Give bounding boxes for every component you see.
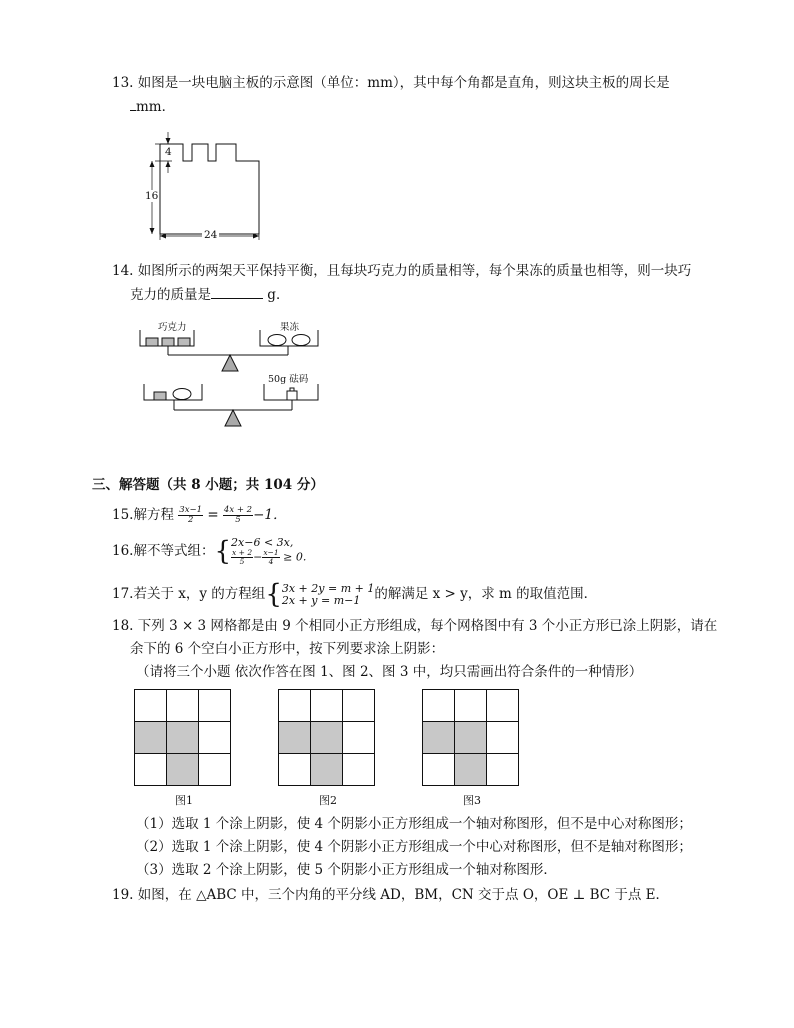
q18-sub-1: （1）选取 1 个涂上阴影，使 4 个阴影小正方形组成一个轴对称图形，但不是中心对称图形； [136, 816, 692, 832]
q14-line2 [130, 286, 289, 304]
q16-pre: 解不等式组： [133, 543, 215, 559]
q17-eq-1: 3x + 2y = m + 1 [281, 581, 375, 595]
q13-label-4: 4 [165, 146, 172, 158]
q14-unit: g． [267, 287, 290, 303]
q18-grid-1[interactable] [134, 689, 231, 786]
q16-number: 16. [112, 543, 134, 559]
q15-fraction-1: $\frac{3x-1}{2}$ [179, 505, 203, 525]
q15-fraction-2: $\frac{4x + 2}{5}$ [223, 505, 253, 525]
q19-number: 19. [112, 887, 134, 903]
q13-label-24: 24 [204, 229, 218, 241]
q14-number: 14. [112, 263, 134, 279]
q18-number: 18. [112, 618, 134, 634]
section-3-title: 三、解答题（共 8 小题；共 104 分） [92, 477, 324, 493]
q17-post: 的解满足 x > y，求 m 的取值范围． [374, 586, 598, 602]
q17-pre: 若关于 x，y 的方程组 [133, 586, 266, 602]
q17-number: 17. [112, 586, 134, 602]
q15-equals: = [207, 507, 219, 523]
q18-sub-2: （2）选取 1 个涂上阴影，使 4 个阴影小正方形组成一个中心对称图形，但不是轴对称图形； [136, 839, 692, 855]
jelly-3 [173, 389, 191, 400]
q17-eq-2: 2x + y = m−1 [281, 593, 361, 607]
q16-system [231, 537, 306, 566]
q15-line [112, 503, 286, 527]
q18-text-1: 下列 3 × 3 网格都是由 9 个相同小正方形组成，每个网格图中有 3 个小正方形已涂上阴影，请在 [137, 618, 718, 634]
q13-label-16: 16 [145, 190, 159, 202]
q15-pre: 解方程 [133, 507, 174, 523]
q18-grid-2[interactable] [278, 689, 375, 786]
q14-label-jelly: 果冻 [280, 322, 300, 333]
q14-label-weight: 50g 砝码 [268, 374, 309, 385]
q14-text-1: 如图所示的两架天平保持平衡，且每块巧克力的质量相等，每个果冻的质量也相等，则一块巧 [137, 263, 692, 279]
q15-number: 15. [112, 507, 134, 523]
chocolate-1 [146, 338, 158, 346]
q18-caption-2: 图2 [319, 794, 337, 807]
q13-text: 如图是一块电脑主板的示意图（单位：mm），其中每个角都是直角，则这块主板的周长是 [137, 75, 670, 91]
chocolate-4 [154, 392, 166, 400]
q14-line1 [112, 262, 691, 280]
q19-line [112, 886, 669, 904]
q16-line: 16.解不等式组：{ 2x−6 < 3x, $\frac{x + 2}{5}$ − $\frac{x-1}{4}$ ≥ 0. [112, 536, 307, 567]
q18-line1 [112, 617, 717, 635]
q13-line1 [112, 74, 670, 92]
q18-caption-1: 图1 [175, 794, 193, 807]
q16-ineq-2: $\frac{x + 2}{5}$ − $\frac{x-1}{4}$ ≥ 0. [232, 548, 307, 566]
q18-grid-3[interactable] [422, 689, 519, 786]
chocolate-3 [178, 338, 190, 346]
weight-50g [287, 391, 297, 400]
q13-number: 13. [112, 75, 134, 91]
q18-text-3: （请将三个小题 依次作答在图 1、图 2、图 3 中，均只需画出符合条件的一种情形） [136, 664, 643, 680]
q18-sub-3: （3）选取 2 个涂上阴影，使 5 个阴影小正方形组成一个轴对称图形． [136, 862, 557, 878]
q16-ineq-1: 2x−6 < 3x, [231, 536, 294, 549]
q18-text-2: 余下的 6 个空白小正方形中，按下列要求涂上阴影： [130, 641, 445, 657]
q18-caption-3: 图3 [463, 794, 481, 807]
balance2-fulcrum [225, 410, 241, 426]
q14-text-2: 克力的质量是 [130, 287, 211, 303]
q17-line: 17.若关于 x，y 的方程组{ 3x + 2y = m + 1 2x + y = m−1 的解满足 x > y，求 m 的取值范围． [112, 579, 598, 610]
q14-label-chocolate: 巧克力 [158, 322, 187, 333]
jelly-1 [268, 335, 286, 346]
chocolate-2 [162, 338, 174, 346]
balance1-fulcrum [222, 355, 238, 371]
balance2-left-pan [144, 384, 202, 400]
jelly-2 [292, 335, 310, 346]
q19-text: 如图，在 △ABC 中，三个内角的平分线 AD，BM，CN 交于点 O，OE ⊥ BC 于点 E． [137, 887, 670, 903]
q13-board-outline [160, 144, 259, 234]
q13-line2 [130, 98, 175, 116]
q14-answer-blank[interactable] [211, 298, 263, 299]
q13-unit: mm． [136, 99, 176, 115]
q17-system [282, 583, 374, 607]
q15-tail: −1． [253, 507, 287, 523]
